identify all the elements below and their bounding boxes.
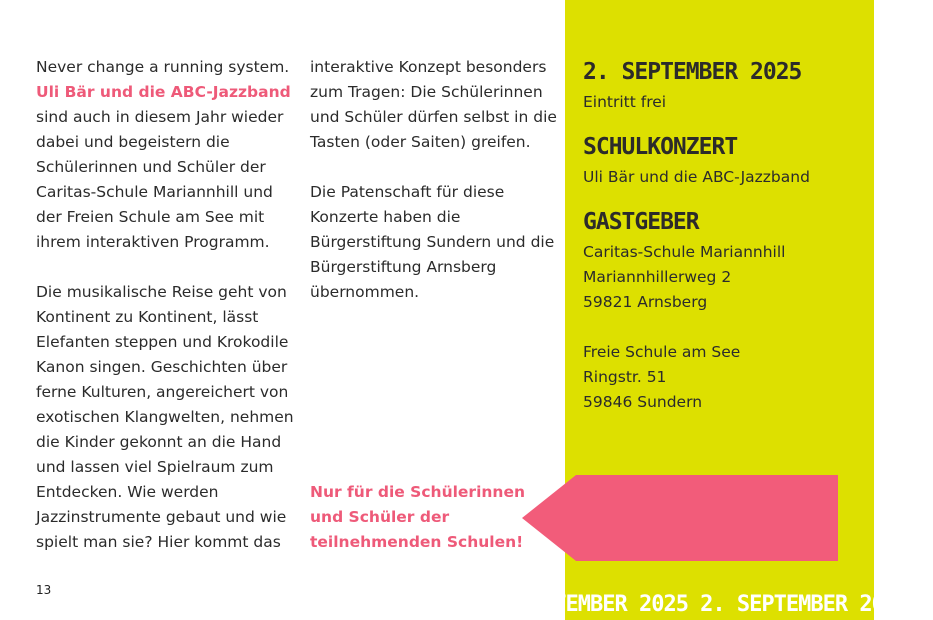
date-block [583,58,863,115]
intro-rest: sind auch in diesem Jahr wieder dabei und begeistern die Schülerinnen und Schüler der Caritas-Schule Mariannhill und der Freien Schule am See mit ihrem interaktiven Programm. [36,108,284,251]
attendance-note: Nur für die Schülerinnen und Schüler der teilnehmenden Schulen! [310,483,526,551]
concept-paragraph: interaktive Konzept besonders zum Tragen: Die Schülerinnen und Schüler dürfen selbst in die Tasten (oder Saiten) greifen. [310,58,557,151]
concert-heading: SCHULKONZERT [583,134,738,160]
host2-street: Ringstr. 51 [583,368,667,386]
host2-name: Freie Schule am See [583,343,741,361]
text-column-left [36,55,296,580]
host1-street: Mariannhillerweg 2 [583,268,732,286]
date-heading: 2. SEPTEMBER 2025 [583,59,802,85]
band-name-highlight: Uli Bär und die ABC-Jazzband [36,83,291,101]
host1-name: Caritas-Schule Mariannhill [583,243,786,261]
host-heading: GASTGEBER [583,209,699,235]
intro-sentence: Never change a running system. [36,58,290,76]
arrow-shape [522,475,838,561]
host1-city: 59821 Arnsberg [583,293,708,311]
page-number: 13 [36,583,52,597]
performer-text: Uli Bär und die ABC-Jazzband [583,168,810,186]
text-column-middle [310,55,560,330]
host2-city: 59846 Sundern [583,393,703,411]
date-band [541,590,933,620]
intro-paragraph [36,55,296,255]
arrow-banner [522,475,838,561]
date-band-text: PTEMBER 2025 2. SEPTEMBER 2025 2 [541,592,933,617]
admission-text: Eintritt frei [583,93,667,111]
concert-block [583,133,863,190]
sponsorship-paragraph: Die Patenschaft für diese Konzerte haben die Bürgerstiftung Sundern und die Bürgerstiftung Arnsberg übernommen. [310,183,555,301]
event-info [583,58,863,433]
journey-paragraph: Die musikalische Reise geht von Kontinent zu Kontinent, lässt Elefanten steppen und Krokodile Kanon singen. Geschichten über ferne Kulturen, angereichert von exotischen Klangwelten, nehmen die Kinder gekonnt an die Hand und lassen viel Spielraum zum Entdecken. Wie werden Jazzinstrumente gebaut und wie spielt man sie? Hier kommt das [36,283,294,551]
host-block [583,208,863,415]
